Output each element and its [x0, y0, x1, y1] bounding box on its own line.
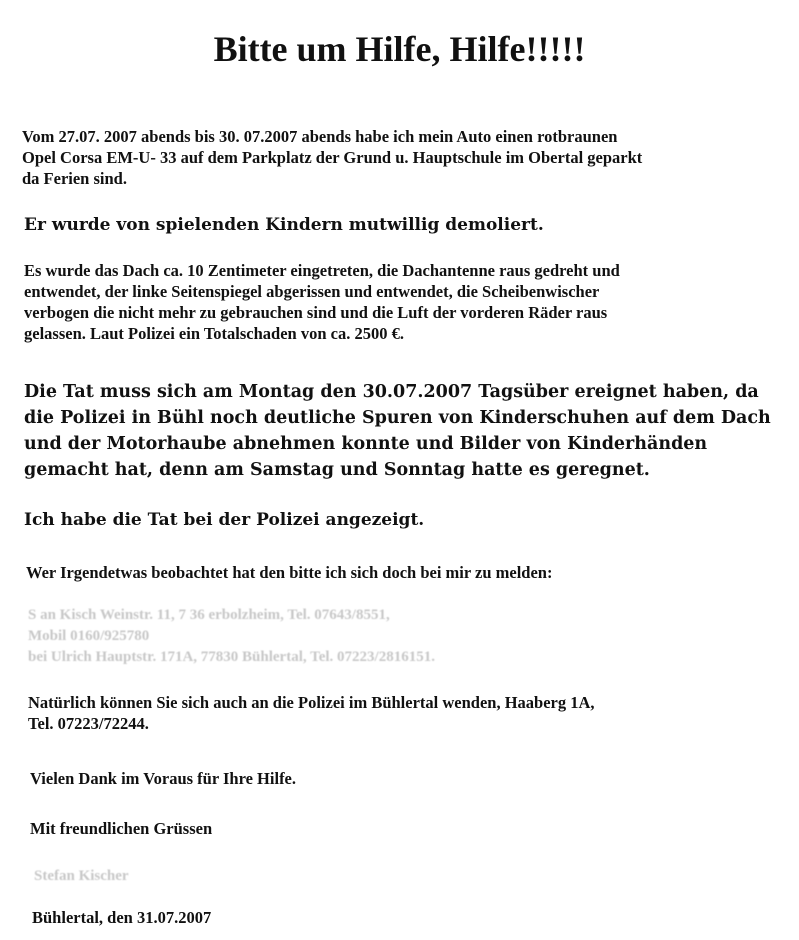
- intro-line: Opel Corsa EM-U- 33 auf dem Parkplatz der Grund u. Hauptschule im Obertal geparkt: [22, 148, 643, 167]
- police-line: Natürlich können Sie sich auch an die Polizei im Bühlertal wenden, Haaberg 1A,: [28, 693, 595, 712]
- police-line: Tel. 07223/72244.: [28, 714, 149, 733]
- redacted-contact-line: S an Kisch Weinstr. 11, 7 36 erbolzheim, Tel. 07643/8551,: [28, 607, 390, 623]
- intro-paragraph: [22, 126, 642, 189]
- request-statement: Wer Irgendetwas beobachtet hat den bitte ich sich doch bei mir zu melden:: [26, 563, 553, 582]
- redacted-contact-line: Mobil 0160/925780: [28, 628, 150, 644]
- thanks-line: Vielen Dank im Voraus für Ihre Hilfe.: [30, 769, 297, 788]
- incident-line: Die Tat muss sich am Montag den 30.07.2007 Tagsüber ereignet haben, da: [24, 382, 759, 402]
- incident-line: und der Motorhaube abnehmen konnte und Bilder von Kinderhänden: [24, 434, 708, 454]
- closing-line: Mit freundlichen Grüssen: [30, 819, 213, 838]
- document-title: Bitte um Hilfe, Hilfe!!!!!: [213, 29, 586, 69]
- redacted-signature: Stefan Kischer: [34, 868, 129, 884]
- place-date-line: Bühlertal, den 31.07.2007: [32, 908, 212, 927]
- damage-line: entwendet, der linke Seitenspiegel abgerissen und entwendet, die Scheibenwischer: [24, 282, 600, 301]
- police-paragraph: [28, 692, 595, 734]
- damage-line: gelassen. Laut Polizei ein Totalschaden von ca. 2500 €.: [24, 324, 404, 343]
- incident-line: gemacht hat, denn am Samstag und Sonntag hatte es geregnet.: [24, 460, 650, 480]
- damage-paragraph: [24, 260, 620, 344]
- redacted-contact-block: [28, 605, 435, 668]
- incident-time-paragraph: [24, 379, 771, 483]
- incident-line: die Polizei in Bühl noch deutliche Spuren von Kinderschuhen auf dem Dach: [24, 408, 771, 428]
- redacted-contact-line: bei Ulrich Hauptstr. 171A, 77830 Bühlertal, Tel. 07223/2816151.: [28, 649, 435, 665]
- damage-line: verbogen die nicht mehr zu gebrauchen sind und die Luft der vorderen Räder raus: [24, 303, 608, 322]
- intro-line: da Ferien sind.: [22, 169, 127, 188]
- demolished-heading: Er wurde von spielenden Kindern mutwillig demoliert.: [24, 215, 544, 235]
- reported-statement: Ich habe die Tat bei der Polizei angezeigt.: [24, 510, 425, 530]
- damage-line: Es wurde das Dach ca. 10 Zentimeter eingetreten, die Dachantenne raus gedreht und: [24, 261, 620, 280]
- intro-line: Vom 27.07. 2007 abends bis 30. 07.2007 abends habe ich mein Auto einen rotbraunen: [22, 127, 618, 146]
